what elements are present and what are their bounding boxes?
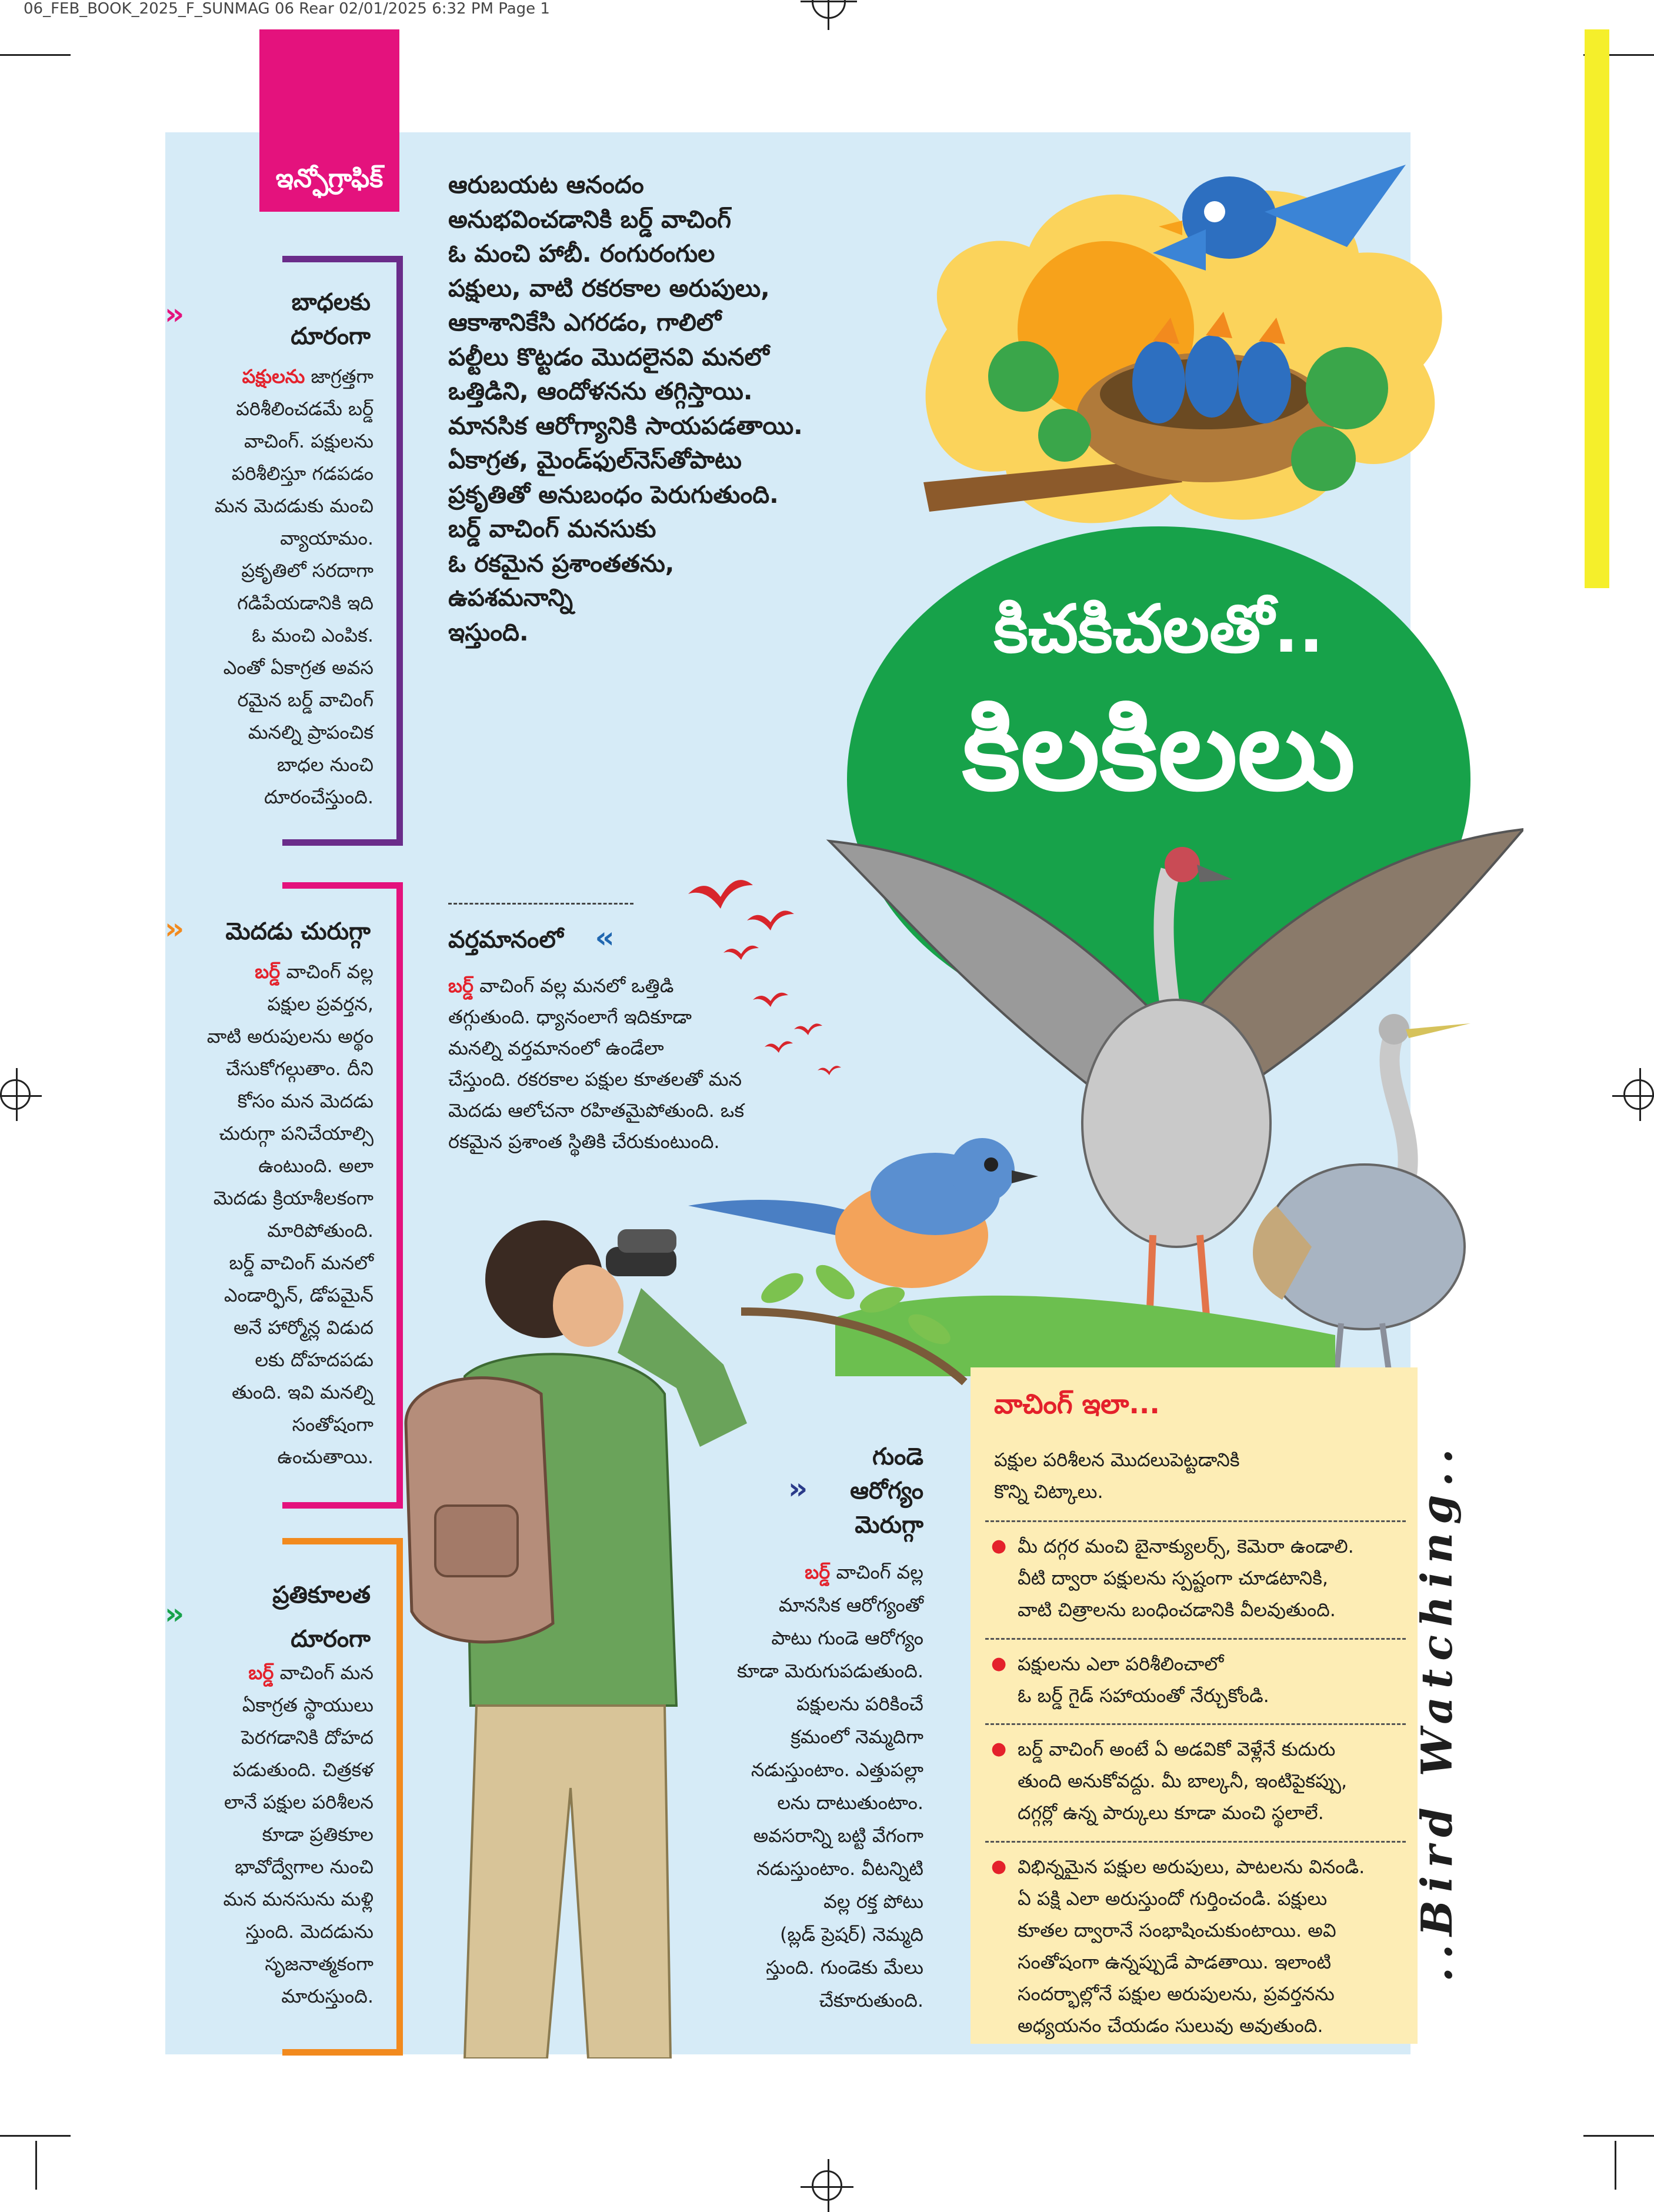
- chevron-double-right-icon: ››: [788, 1472, 803, 1506]
- tips-intro: పక్షుల పరిశీలన మొదలుపెట్టడానికి కొన్ని చిట్కాలు.: [994, 1449, 1240, 1503]
- crop-mark: [1583, 2135, 1654, 2137]
- present-heading: వర్తమానంలో ‹‹: [448, 920, 610, 955]
- crop-mark: [1615, 2141, 1616, 2190]
- chevron-double-right-icon: ››: [165, 912, 180, 946]
- bullet-icon: ●: [991, 1536, 1007, 1556]
- title-line-1: కిచకిచలతో..: [993, 591, 1324, 668]
- backpack-icon: [406, 1378, 553, 1642]
- bullet-icon: ●: [991, 1739, 1007, 1759]
- tip-item: ● విభిన్నమైన పక్షుల అరుపులు, పాటలను వినండి. ఏ పక్షి ఎలా అరుస్తుందో గుర్తించండి. పక్షులు కూతల ద్వారానే సంభాషించుకుంటాయి. అవి సంతోషంగా ఉన్నప్పుడే పాడతాయి. ఇలాంటి సందర్భాల్లోనే పక్షుల అరుపులను, ప్రవర్తనను అధ్యయనం చేయడం సులువు అవుతుంది.: [985, 1841, 1406, 2041]
- box1-heading: బాధలకు దూరంగా: [291, 289, 371, 350]
- grass-patch: [835, 1296, 1335, 1376]
- crop-mark: [35, 2141, 37, 2190]
- tip-item: ● పక్షులను ఎలా పరిశీలించాలో ఓ బర్డ్ గైడ్ సహాయంతో నేర్చుకోండి.: [985, 1638, 1406, 1711]
- crop-mark: [0, 54, 71, 56]
- binoculars-icon: [606, 1229, 676, 1276]
- box3-text: బర్డ్ వాచింగ్ మన ఏకాగ్రత స్థాయులు పెరగడానికి దోహద పడుతుంది. చిత్రకళ లానే పక్షుల పరిశీలన కూడా ప్రతికూల భావోద్వేగాల నుంచి మన మనసును మళ్లి స్తుంది. మెదడును సృజనాత్మకంగా మారుస్తుంది.: [223, 1661, 374, 2007]
- tip-item: ● బర్డ్ వాచింగ్ అంటే ఏ అడవికో వెళ్లేనే కుదురు తుంది అనుకోవద్దు. మీ బాల్కనీ, ఇంటిపైకప్పు, దగ్గర్లో ఉన్న పార్కులు కూడా మంచి స్థలాలే.: [985, 1723, 1406, 1829]
- bullet-icon: ●: [991, 1856, 1007, 1877]
- heart-heading: గుండె ఆరోగ్యం మెరుగ్గా: [850, 1443, 923, 1539]
- chevron-double-right-icon: ››: [165, 1597, 180, 1631]
- registration-mark-icon: [812, 0, 846, 19]
- crop-mark: [0, 2135, 71, 2137]
- box3-heading: ప్రతికూలత దూరంగా: [272, 1582, 371, 1653]
- tips-box: [971, 1367, 1418, 2044]
- box2-heading: మెదడు చురుగ్గా: [225, 918, 371, 945]
- heart-text: బర్డ్ వాచింగ్ వల్ల మానసిక ఆరోగ్యంతో పాటు గుండె ఆరోగ్యం కూడా మెరుగుపడుతుంది. పక్షులను పరికించే క్రమంలో నెమ్మదిగా నడుస్తుంటాం. ఎత్తుపల్లా లను దాటుతుంటాం. అవసరాన్ని బట్టి వేగంగా నడుస్తుంటాం. వీటన్నిటి వల్ల రక్త పోటు (బ్లడ్ ప్రెషర్) నెమ్మది స్తుంది. గుండెకు మేలు చేకూరుతుంది.: [737, 1561, 923, 2011]
- title-line-2: కిలకిలలు: [962, 685, 1356, 815]
- intro-paragraph: ఆరుబయట ఆనందం అనుభవించడానికి బర్డ్ వాచింగ్ ఓ మంచి హాబీ. రంగురంగుల పక్షులు, వాటి రకరకాల అరుపులు, ఆకాశానికేసి ఎగరడం, గాలిలో పల్టీలు కొట్టడం మొదలైనవి మనలో ఒత్తిడిని, ఆందోళనను తగ్గిస్తాయి. మానసిక ఆరోగ్యానికి సాయపడతాయి. ఏకాగ్రత, మైండ్‌ఫుల్‌నెస్‌తోపాటు ప్రకృతితో అనుబంధం పెరుగుతుంది. బర్డ్ వాచింగ్ మనసుకు ఓ రకమైన ప్రశాంతతను, ఉపశమనాన్ని ఇస్తుంది.: [448, 171, 803, 646]
- tip-item: ● మీ దగ్గర మంచి బైనాక్యులర్స్, కెమెరా ఉండాలి. వీటి ద్వారా పక్షులను స్పష్టంగా చూడటానికి, వాటి చిత్రాలను బంధించడానికి వీలవుతుంది.: [985, 1520, 1406, 1626]
- registration-mark-icon: [812, 2170, 842, 2201]
- box2-text: బర్డ్ వాచింగ్ వల్ల పక్షుల ప్రవర్తన, వాటి అరుపులను అర్థం చేసుకోగల్గుతాం. దీని కోసం మన మెదడు చురుగ్గా పనిచేయాల్సి ఉంటుంది. అలా మెదడు క్రియాశీలకంగా మారిపోతుంది. బర్డ్ వాచింగ్ మనలో ఎండార్ఫిన్, డోపమైన్ అనే హార్మోన్ల విడుద లకు దోహదపడు తుంది. ఇవి మనల్ని సంతోషంగా ఉంచుతాయి.: [206, 960, 374, 1468]
- bullet-icon: ●: [991, 1653, 1007, 1674]
- present-text: బర్డ్ వాచింగ్ వల్ల మనలో ఒత్తిడి తగ్గుతుంది. ధ్యానంలాగే ఇదికూడా మనల్ని వర్తమానంలో ఉండేలా చేస్తుంది. రకరకాల పక్షుల కూతలతో మన మెదడు ఆలోచనా రహితమైపోతుంది. ఒక రకమైన ప్రశాంత స్థితికి చేరుకుంటుంది.: [448, 975, 745, 1153]
- tips-heading: వాచింగ్ ఇలా...: [994, 1388, 1160, 1420]
- chevron-double-left-icon: ‹‹: [595, 920, 610, 955]
- chevron-double-right-icon: ››: [165, 297, 180, 331]
- yellow-margin-strip: [1585, 29, 1609, 588]
- nest-illustration: [876, 153, 1470, 565]
- print-slug: 06_FEB_BOOK_2025_F_SUNMAG 06 Rear 02/01/2025 6:32 PM Page 1: [24, 0, 550, 18]
- registration-mark-icon: [0, 1079, 31, 1110]
- dashed-divider: [448, 903, 633, 905]
- side-caption: ..Bird Watching..: [1412, 1440, 1462, 1982]
- box1-text: పక్షులను జాగ్రత్తగా పరిశీలించడమే బర్డ్ వాచింగ్. పక్షులను పరిశీలిస్తూ గడపడం మన మెదడుకు మంచి వ్యాయామం. ప్రకృతిలో సరదాగా గడిపేయడానికి ఇది ఓ మంచి ఎంపిక. ఎంతో ఏకాగ్రత అవస రమైన బర్డ్ వాచింగ్ మనల్ని ప్రాపంచిక బాధల నుంచి దూరంచేస్తుంది.: [214, 365, 374, 808]
- registration-mark-icon: [1623, 1079, 1654, 1110]
- section-tag: ఇన్ఫోగ్రాఫిక్: [259, 29, 399, 212]
